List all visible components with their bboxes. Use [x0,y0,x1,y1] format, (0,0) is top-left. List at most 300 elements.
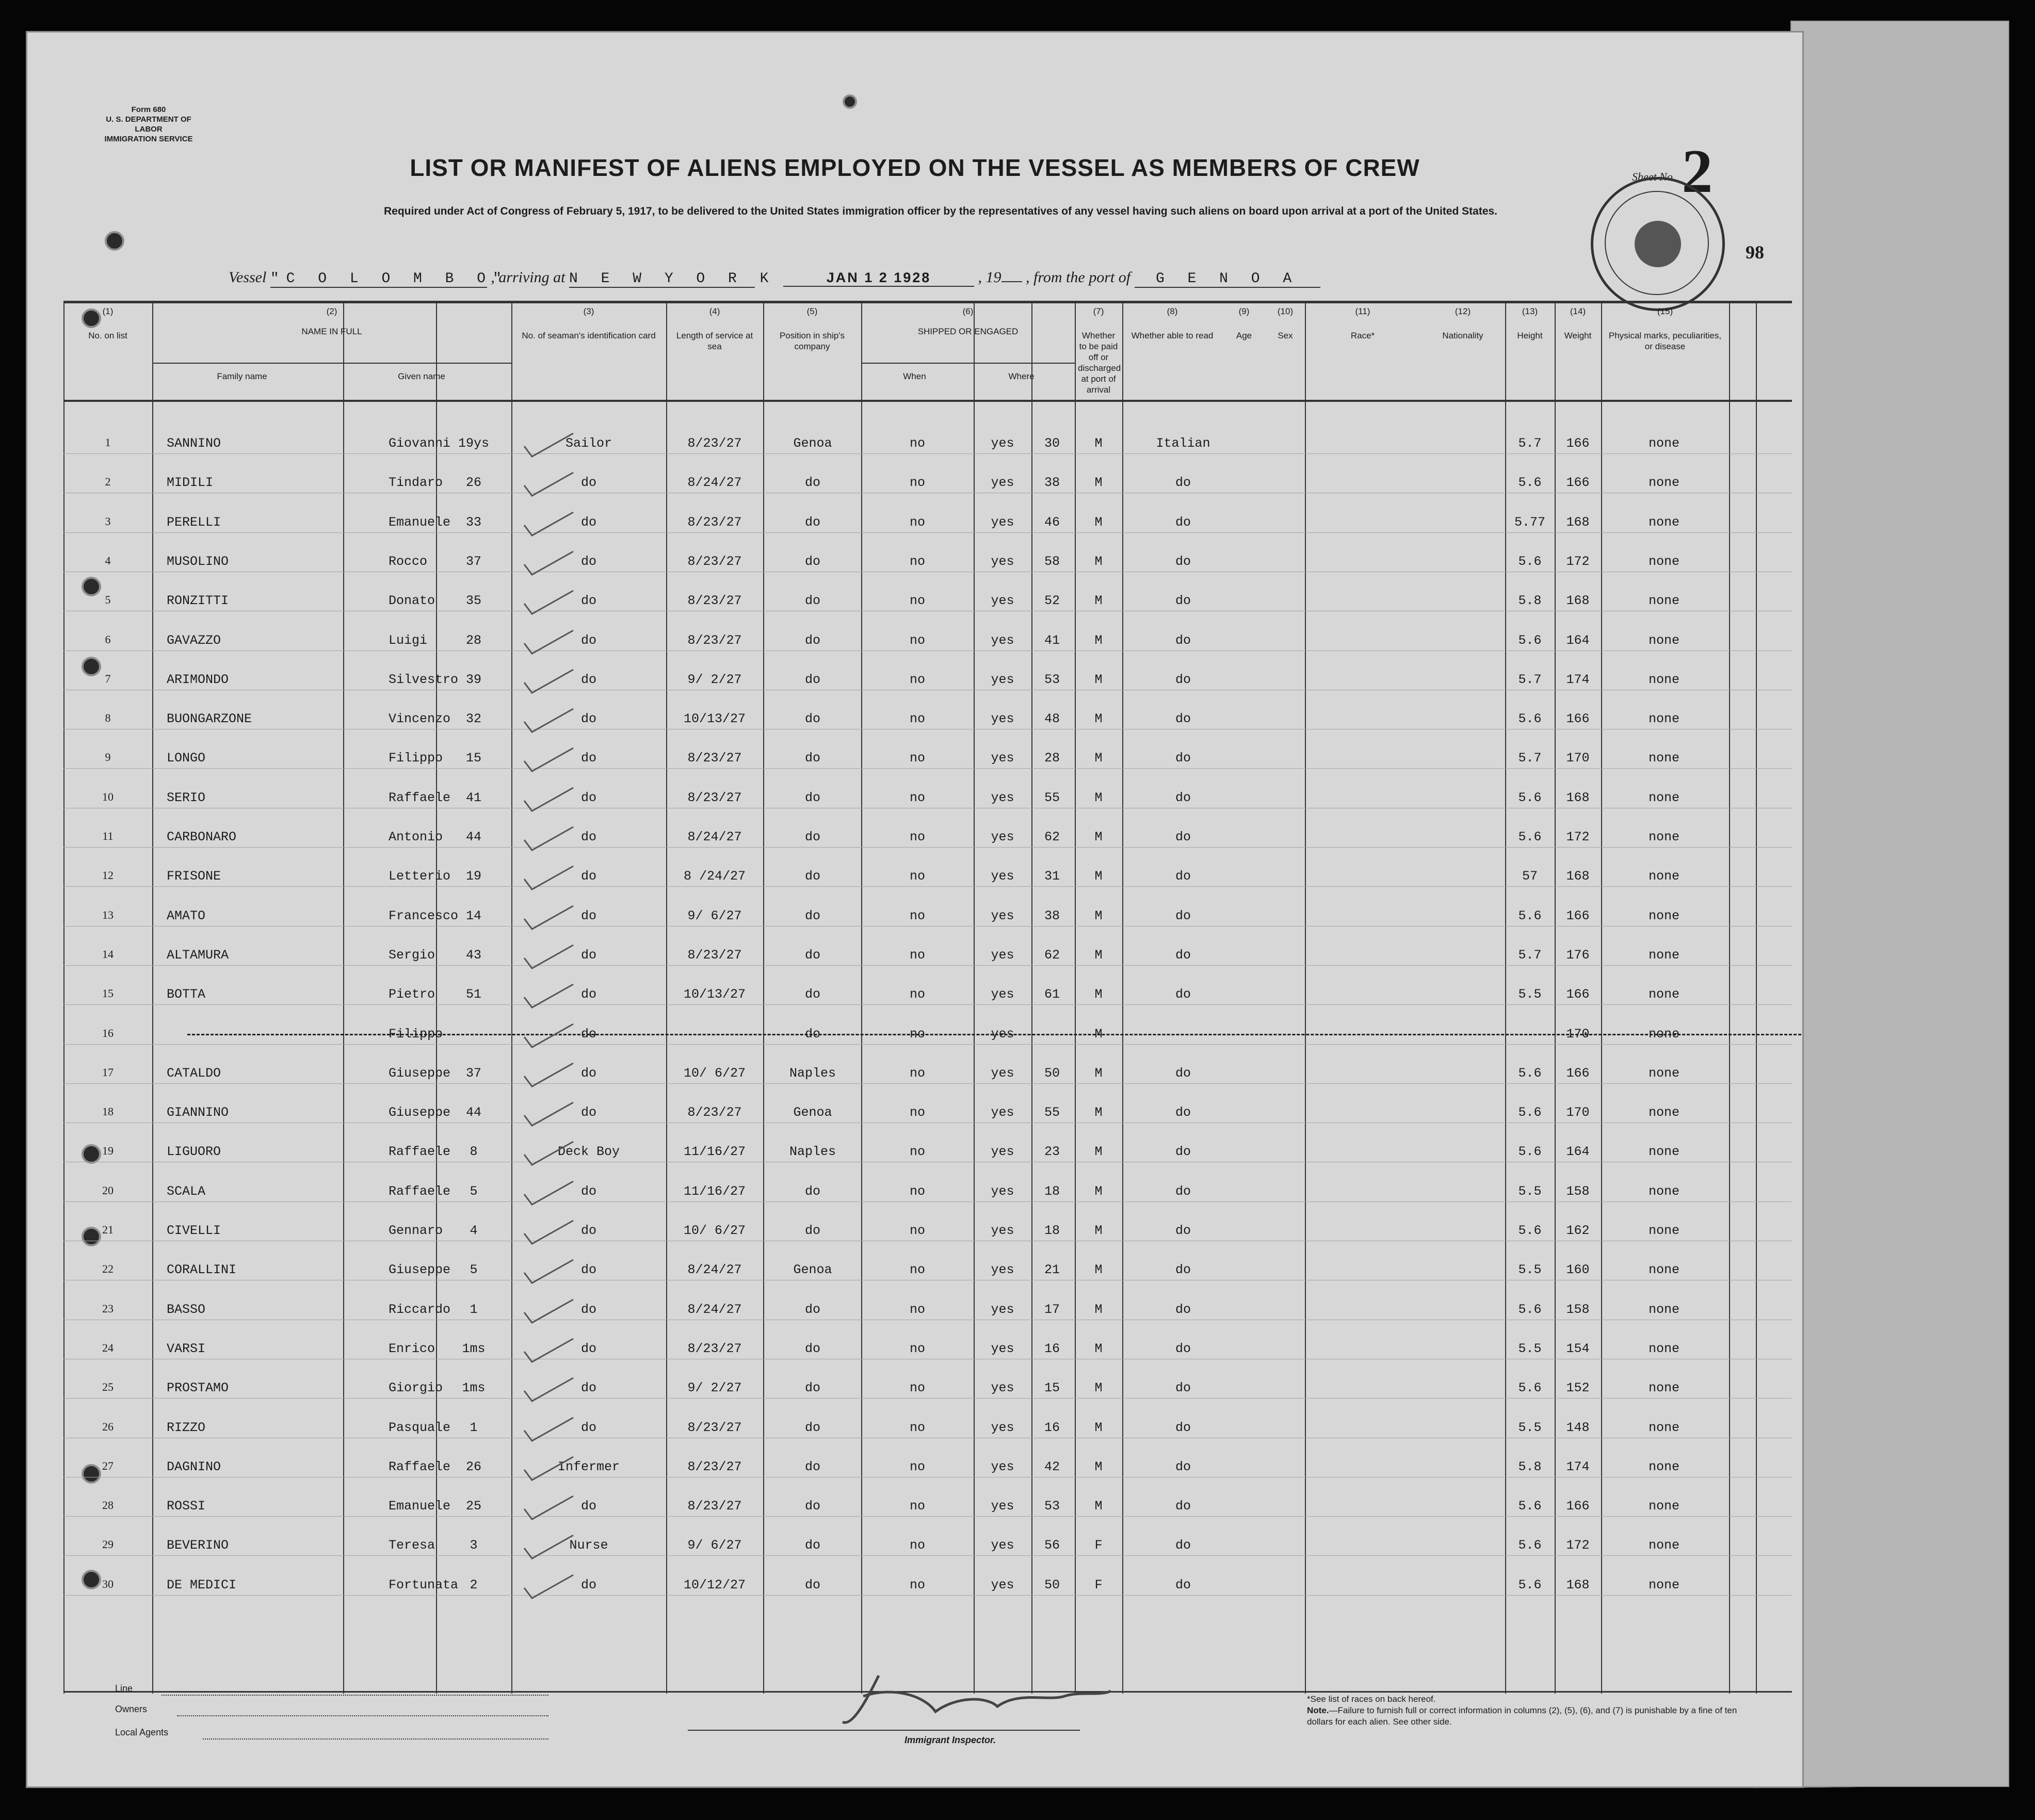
cell-position: do [580,830,596,844]
cell-service: 1 [470,1302,478,1317]
column-sublabel: Family name [217,371,267,381]
row-rule [63,1595,1792,1596]
cell-weight: 166 [1566,1499,1590,1514]
tick-mark [522,470,578,501]
arriving-port: N E W Y O R K [569,271,776,287]
cell-position: Nurse [569,1538,608,1553]
cell-height: 5.6 [1518,1538,1542,1553]
cell-no: 21 [102,1223,114,1236]
column-label: Height [1517,331,1543,340]
column-number: (7) [1093,306,1104,316]
cell-family: DE MEDICI [167,1577,237,1593]
cell-weight: 168 [1566,869,1590,884]
cell-position: Deck Boy [557,1144,620,1160]
row-rule [63,768,1792,769]
cell-race: do [1175,1499,1191,1514]
cell-paid: no [909,475,925,491]
cell-read: yes [991,1026,1014,1042]
cell-family: CATALDO [167,1065,221,1081]
cell-where: do [804,554,820,569]
cell-no: 8 [105,711,111,725]
cell-height: 5.5 [1518,1262,1542,1278]
cell-given: Giuseppe [389,1262,451,1278]
struck-row-line [187,1034,1804,1035]
cell-age: 42 [1044,1459,1060,1474]
cell-height: 5.6 [1518,1380,1542,1396]
cell-given: Riccardo [389,1302,451,1317]
cell-weight: 158 [1566,1183,1590,1199]
cell-position: do [580,1577,596,1593]
cell-weight: 172 [1566,1538,1590,1553]
cell-service: 37 [465,1065,481,1081]
cell-race: do [1175,632,1191,648]
cell-read: yes [991,514,1014,530]
cell-read: yes [991,1144,1014,1160]
cell-height: 5.6 [1518,1499,1542,1514]
row-rule [63,1398,1792,1399]
cell-age: 48 [1044,711,1060,727]
tick-mark [522,1100,578,1131]
cell-where: do [804,1577,820,1593]
department-name: U. S. DEPARTMENT OF LABOR [106,115,191,134]
cell-age: 23 [1044,1144,1060,1160]
cell-weight: 164 [1566,1144,1590,1160]
cell-service: 25 [465,1499,481,1514]
cell-marks: none [1648,947,1679,963]
cell-service: 41 [465,790,481,805]
cell-given: Luigi [389,632,428,648]
cell-given: Raffaele [389,1459,451,1474]
cell-family: PROSTAMO [167,1380,229,1396]
cell-race: do [1175,1302,1191,1317]
cell-marks: none [1648,987,1679,1002]
cell-paid: no [909,1499,925,1514]
cell-family: MUSOLINO [167,554,229,569]
cell-weight: 154 [1566,1341,1590,1356]
cell-marks: none [1648,1380,1679,1396]
cell-read: yes [991,830,1014,844]
cell-read: yes [991,1223,1014,1238]
column-label: Physical marks, peculiarities, or disease [1608,331,1722,351]
cell-family: BEVERINO [167,1538,229,1553]
column-sublabel: When [903,371,926,381]
row-rule [63,965,1792,966]
cell-position: do [580,1499,596,1514]
cell-height: 5.6 [1518,830,1542,844]
cell-where: do [804,1302,820,1317]
cell-family: GIANNINO [167,1105,229,1120]
cell-marks: none [1648,1538,1679,1553]
cell-position: do [580,593,596,609]
cell-paid: no [909,1459,925,1474]
cell-position: do [580,711,596,727]
note-text: —Failure to furnish full or correct information in columns (2), (5), (6), and (7) is punishable by a fine of ten dollars for each alien. See other side. [1307,1705,1737,1727]
cell-marks: none [1648,1459,1679,1474]
manifest-subtitle: Required under Act of Congress of February 5, 1917, to be delivered to the United States immigration officer by the representatives of any vessel having such aliens on board upon arrival at a port of the United States. [383,205,1498,217]
from-port: G E N O A [1135,271,1320,288]
cell-position: do [580,869,596,884]
cell-where: do [804,1223,820,1238]
cell-weight: 170 [1566,1105,1590,1120]
cell-family: LIGUORO [167,1144,221,1160]
cell-read: yes [991,632,1014,648]
cell-paid: no [909,514,925,530]
tick-mark [522,1572,578,1603]
cell-service: 32 [465,711,481,727]
cell-service: 14 [465,908,481,923]
column-sublabel: Where [1008,371,1035,381]
cell-height: 57 [1522,869,1538,884]
cell-read: yes [991,1380,1014,1396]
cell-given: Fortunata [389,1577,459,1593]
cell-paid: no [909,908,925,923]
from-label: , from the port of [1026,269,1131,286]
column-header [63,306,152,341]
tick-mark [522,1336,578,1367]
cell-family: LONGO [167,751,206,766]
cell-service: 39 [465,672,481,687]
cell-sex: M [1094,1420,1103,1435]
cell-given: Rocco [389,554,428,569]
cell-sex: M [1094,711,1103,727]
cell-when: 10/ 6/27 [683,1065,746,1081]
cell-service: 5 [470,1262,478,1278]
column-rule [63,301,64,1694]
form-id-block [100,105,198,144]
column-number: (14) [1570,306,1586,316]
cell-position: do [580,947,596,963]
table-top-rule [63,301,1792,303]
cell-where: Genoa [793,1105,832,1120]
cell-family: GAVAZZO [167,632,221,648]
cell-weight: 168 [1566,790,1590,805]
cell-given: Letterio [389,869,451,884]
cell-weight: 162 [1566,1223,1590,1238]
cell-no: 24 [102,1341,114,1354]
cell-race: do [1175,947,1191,963]
cell-race: do [1175,869,1191,884]
cell-no: 11 [102,830,114,842]
cell-service: 28 [465,632,481,648]
local-agents-field [203,1738,548,1740]
column-header [763,306,861,352]
cell-family: ALTAMURA [167,947,229,963]
cell-where: do [804,830,820,844]
manifest-sheet [26,31,1804,1788]
cell-marks: none [1648,1065,1679,1081]
column-header [1601,306,1729,352]
cell-read: yes [991,1183,1014,1199]
tick-mark [522,1533,578,1564]
cell-position: do [580,1105,596,1120]
column-header [1305,306,1420,341]
cell-age: 50 [1044,1065,1060,1081]
cell-position: do [580,1380,596,1396]
tick-mark [522,943,578,973]
cell-height: 5.8 [1518,1459,1542,1474]
cell-no: 27 [102,1459,114,1472]
cell-no: 15 [102,987,114,1000]
cell-marks: none [1648,1223,1679,1238]
cell-paid: no [909,1538,925,1553]
cell-sex: M [1094,593,1103,609]
cell-given: Pietro [389,987,435,1002]
cell-age: 17 [1044,1302,1060,1317]
cell-position: Sailor [565,436,612,451]
cell-paid: no [909,751,925,766]
cell-age: 52 [1044,593,1060,609]
cell-weight: 164 [1566,632,1590,648]
cell-height: 5.6 [1518,1065,1542,1081]
cell-marks: none [1648,711,1679,727]
cell-family: ARIMONDO [167,672,229,687]
tick-mark [522,628,578,659]
cell-when: 8/24/27 [687,1262,742,1278]
tick-mark [522,588,578,619]
cell-age: 18 [1044,1223,1060,1238]
cell-read: yes [991,1459,1014,1474]
cell-sex: M [1094,514,1103,530]
cell-where: do [804,632,820,648]
column-number: (12) [1455,306,1471,316]
tick-mark [522,1139,578,1170]
cell-weight: 168 [1566,593,1590,609]
cell-race: do [1175,672,1191,687]
inspector-line [688,1730,1080,1731]
cell-read: yes [991,751,1014,766]
cell-paid: no [909,1144,925,1160]
cell-age: 41 [1044,632,1060,648]
column-number: (8) [1167,306,1178,316]
cell-weight: 176 [1566,947,1590,963]
cell-marks: none [1648,908,1679,923]
cell-marks: none [1648,1026,1679,1042]
cell-given: Donato [389,593,435,609]
cell-position: do [580,1302,596,1317]
tick-mark [522,1415,578,1446]
column-number: (6) [962,306,974,316]
cell-race: do [1175,1183,1191,1199]
service-name: IMMIGRATION SERVICE [104,135,193,143]
cell-service: 19 [465,869,481,884]
cell-sex: F [1094,1577,1103,1593]
cell-no: 16 [102,1026,114,1039]
cell-where: do [804,1341,820,1356]
column-header [1266,306,1305,341]
cell-service: 44 [465,830,481,844]
cell-paid: no [909,711,925,727]
cell-sex: M [1094,436,1103,451]
cell-sex: F [1094,1538,1103,1553]
column-rule [1756,301,1757,1694]
cell-age: 21 [1044,1262,1060,1278]
cell-height: 5.7 [1518,751,1542,766]
cell-when: 8/23/27 [687,632,742,648]
cell-weight: 158 [1566,1302,1590,1317]
cell-weight: 160 [1566,1262,1590,1278]
cell-height: 5.5 [1518,1420,1542,1435]
cell-position: do [580,1262,596,1278]
cell-marks: none [1648,475,1679,491]
column-header [861,306,1075,382]
cell-race: do [1175,1223,1191,1238]
cell-race: do [1175,711,1191,727]
cell-given: Francesco [389,908,459,923]
column-header [1505,306,1555,341]
cell-given: Sergio [389,947,435,963]
column-label: Age [1236,331,1252,340]
cell-read: yes [991,1262,1014,1278]
cell-paid: no [909,869,925,884]
cell-read: yes [991,1420,1014,1435]
cell-race: Italian [1156,436,1210,451]
cell-position: do [580,514,596,530]
cell-read: yes [991,711,1014,727]
cell-sex: M [1094,1262,1103,1278]
cell-height: 5.6 [1518,1577,1542,1593]
cell-where: do [804,987,820,1002]
cell-no: 4 [105,554,111,567]
cell-read: yes [991,1105,1014,1120]
column-number: (2) [326,306,337,316]
inspector-label: Immigrant Inspector. [905,1735,996,1745]
column-label: Race* [1350,331,1375,340]
page-number: 98 [1746,242,1764,263]
cell-race: do [1175,514,1191,530]
column-header [1222,306,1266,341]
cell-race: do [1175,1065,1191,1081]
cell-family: PERELLI [167,514,221,530]
cell-no: 25 [102,1380,114,1394]
cell-weight: 166 [1566,711,1590,727]
cell-service: 26 [465,1459,481,1474]
cell-no: 14 [102,947,114,961]
cell-where: do [804,908,820,923]
cell-marks: none [1648,1341,1679,1356]
cell-read: yes [991,869,1014,884]
cell-sex: M [1094,1183,1103,1199]
cell-age: 38 [1044,475,1060,491]
cell-paid: no [909,554,925,569]
tick-mark [522,1454,578,1485]
tick-mark [522,864,578,895]
vessel-name: "C O L O M B O" [270,271,509,287]
cell-given: Filippo [389,1026,443,1042]
cell-position: do [580,632,596,648]
cell-family: SANNINO [167,436,221,451]
cell-paid: no [909,1577,925,1593]
cell-height: 5.6 [1518,632,1542,648]
cell-race: do [1175,790,1191,805]
cell-sex: M [1094,947,1103,963]
local-agents-label: Local Agents [115,1727,169,1737]
manifest-title: LIST OR MANIFEST OF ALIENS EMPLOYED ON THE VESSEL AS MEMBERS OF CREW [410,154,1420,181]
cell-read: yes [991,908,1014,923]
cell-service: 8 [470,1144,478,1160]
cell-when: 8/23/27 [687,1420,742,1435]
cell-family: BUONGARZONE [167,711,252,727]
cell-paid: no [909,1302,925,1317]
year-label: , 19 [978,269,1002,286]
cell-when: 9/ 6/27 [687,1538,742,1553]
row-rule [63,847,1792,848]
cell-read: yes [991,1302,1014,1317]
cell-read: yes [991,987,1014,1002]
cell-family: CIVELLI [167,1223,221,1238]
column-number: (15) [1657,306,1673,316]
cell-given: Raffaele [389,1144,451,1160]
date-stamp: JAN 1 2 1928 [783,270,974,287]
cell-paid: no [909,790,925,805]
tick-mark [522,1218,578,1249]
cell-where: do [804,1538,820,1553]
cell-family: AMATO [167,908,206,923]
cell-given: Emanuele [389,514,451,530]
column-number: (5) [806,306,818,316]
cell-when: 8/24/27 [687,475,742,491]
cell-weight: 170 [1566,1026,1590,1042]
cell-paid: no [909,593,925,609]
form-number: Form 680 [131,105,166,114]
cell-when: 8/23/27 [687,514,742,530]
cell-no: 22 [102,1262,114,1276]
vessel-line [229,269,1320,288]
tick-mark [522,549,578,580]
cell-marks: none [1648,1499,1679,1514]
crew-table [63,301,1792,1694]
cell-given: Pasquale [389,1420,451,1435]
cell-paid: no [909,1341,925,1356]
cell-no: 13 [102,908,114,921]
cell-service: 1ms [462,1341,486,1356]
cell-family: BASSO [167,1302,206,1317]
cell-no: 17 [102,1065,114,1079]
cell-sex: M [1094,1302,1103,1317]
cell-no: 12 [102,869,114,882]
cell-read: yes [991,1065,1014,1081]
row-rule [63,1516,1792,1517]
tick-mark [522,667,578,698]
row-rule [63,532,1792,533]
cell-sex: M [1094,869,1103,884]
tick-mark [522,824,578,855]
cell-sex: M [1094,908,1103,923]
cell-read: yes [991,436,1014,451]
cell-where: do [804,514,820,530]
cell-family: CARBONARO [167,830,237,844]
cell-age: 30 [1044,436,1060,451]
cell-height: 5.6 [1518,1223,1542,1238]
column-number: (13) [1522,306,1538,316]
background-page [1790,21,2009,1787]
cell-race: do [1175,1577,1191,1593]
cell-position: do [580,1065,596,1081]
cell-race: do [1175,908,1191,923]
cell-when: 8/23/27 [687,751,742,766]
table-header-rule [63,400,1792,402]
cell-when: 8 /24/27 [683,869,746,884]
row-rule [63,1004,1792,1005]
tick-mark [522,431,578,462]
tick-mark [522,1021,578,1052]
cell-where: do [804,711,820,727]
row-rule [63,886,1792,887]
cell-when: 8/23/27 [687,947,742,963]
cell-weight: 166 [1566,475,1590,491]
cell-no: 19 [102,1144,114,1158]
cell-age: 50 [1044,1577,1060,1593]
cell-given: Gennaro [389,1223,443,1238]
